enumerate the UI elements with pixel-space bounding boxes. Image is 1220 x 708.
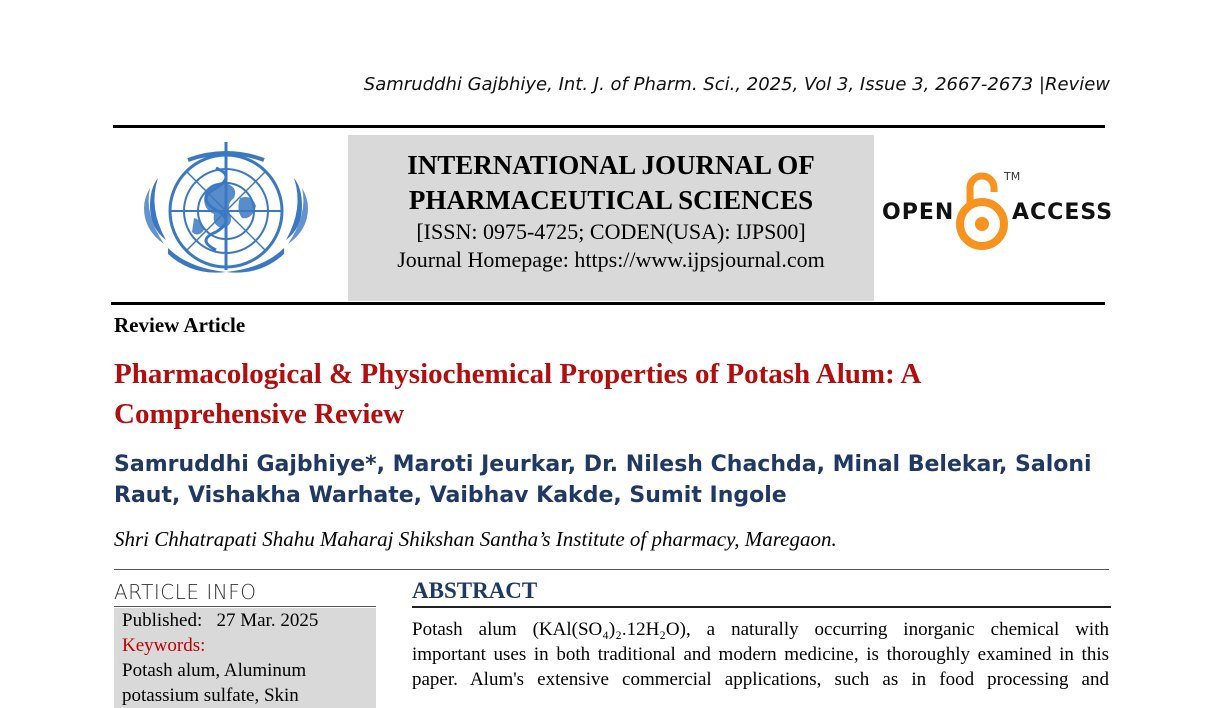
globe-caduceus-emblem-icon: [128, 138, 324, 284]
journal-title-line1: INTERNATIONAL JOURNAL OF: [407, 150, 815, 180]
journal-issn: [ISSN: 0975-4725; CODEN(USA): IJPS00]: [416, 219, 806, 244]
abstract-heading: ABSTRACT: [412, 578, 538, 603]
article-info-rule: [114, 606, 376, 607]
published-date: 27 Mar. 2025: [216, 610, 319, 631]
trademark-mark: TM: [1004, 170, 1021, 183]
keywords-line1: Potash alum, Aluminum: [122, 660, 307, 681]
article-title: Pharmacological & Physiochemical Properties of Potash Alum: A Comprehensive Review: [114, 358, 920, 430]
article-info-heading: ARTICLE INFO: [114, 580, 257, 604]
affiliation-divider: [114, 569, 1109, 570]
abstract-body: [412, 617, 1109, 692]
abstract-line: Potash alum (KAl(SO₄)₂.12H₂O), a naturally occurring inorganic chemical with: [412, 619, 1109, 640]
keywords-label: Keywords:: [122, 635, 206, 656]
journal-masthead: [348, 135, 874, 301]
running-header: Samruddhi Gajbhiye, Int. J. of Pharm. Sci., 2025, Vol 3, Issue 3, 2667-2673 |Review: [363, 74, 1110, 95]
open-access-open-text: OPEN: [882, 200, 955, 225]
journal-title-line2: PHARMACEUTICAL SCIENCES: [408, 185, 814, 215]
published-label: Published:: [122, 610, 203, 631]
open-access-access-text: ACCESS: [1012, 200, 1114, 225]
keywords-line2: potassium sulfate, Skin: [122, 685, 299, 706]
masthead-bottom-rule: [111, 302, 1105, 305]
published-row: [114, 608, 376, 633]
journal-emblem-logo: [128, 138, 324, 284]
author-affiliation: Shri Chhatrapati Shahu Maharaj Shikshan Santha’s Institute of pharmacy, Maregaon.: [114, 527, 837, 551]
abstract-line: paper. Alum's extensive commercial applications, such as in food processing and: [412, 669, 1109, 690]
article-info-box: [114, 608, 376, 708]
top-rule: [113, 125, 1105, 128]
article-authors: Samruddhi Gajbhiye*, Maroti Jeurkar, Dr. Nilesh Chachda, Minal Belekar, Saloni Raut, Vishakha Warhate, Vaibhav Kakde, Sumit Ingole: [114, 452, 1092, 508]
article-type-label: Review Article: [114, 313, 246, 337]
abstract-rule: [412, 606, 1111, 608]
open-access-lock-icon: [954, 166, 1010, 252]
open-access-logo: [880, 166, 1114, 252]
abstract-line: important uses in both traditional and modern medicine, is thoroughly examined in this: [412, 644, 1109, 665]
journal-homepage: Journal Homepage: https://www.ijpsjournal.com: [397, 247, 825, 272]
